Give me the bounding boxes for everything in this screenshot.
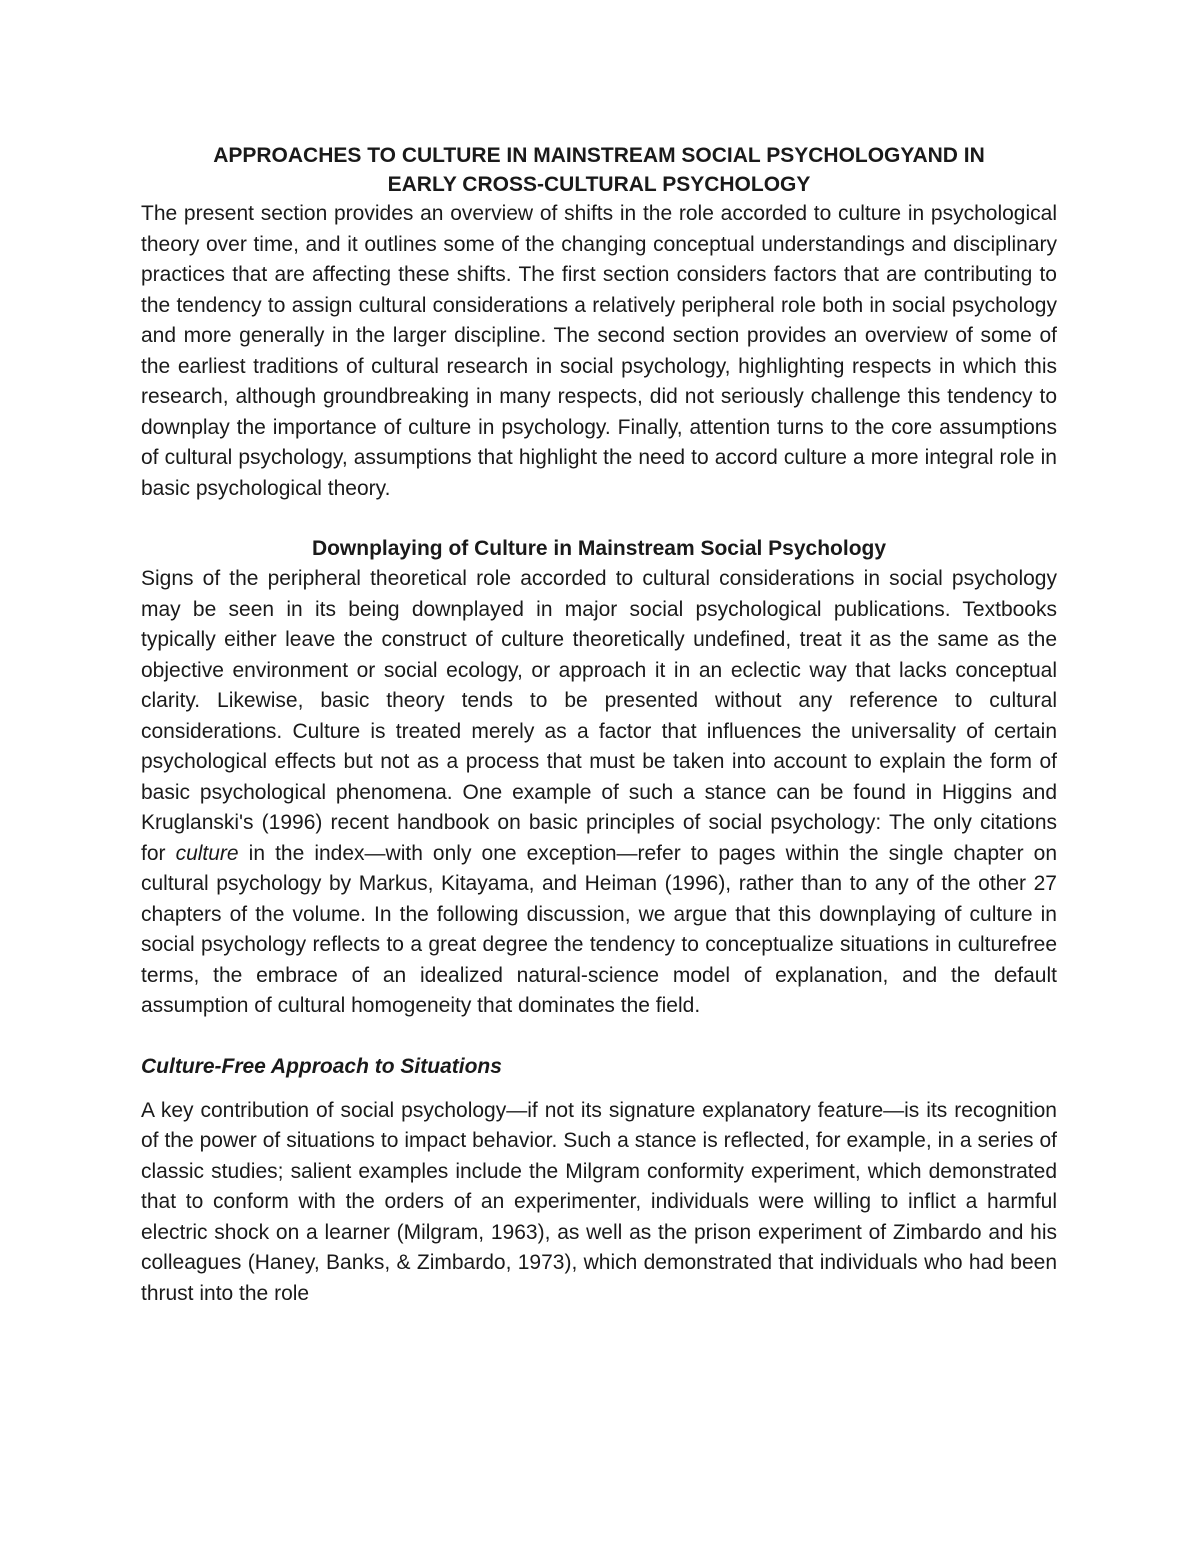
document-page (141, 141, 1057, 1309)
section-heading-downplaying-culture: Downplaying of Culture in Mainstream Social Psychology (311, 537, 887, 560)
downplaying-culture-text-part-2: in the index—with only one exception—refer to pages within the single chapter on cultural psychology by Markus, Kitayama, and Heiman (1996), rather than to any of the other 27 chapters of the volume. In the following discussion, we argue that this downplaying of culture in social psychology reflects to a great degree the tendency to conceptualize situations in culturefree terms, the embrace of an idealized natural-science model of explanation, and the default assumption of cultural homogeneity that dominates the field. (141, 841, 1057, 1017)
downplaying-culture-paragraph (141, 564, 1057, 1022)
document-title-line-1: APPROACHES TO CULTURE IN MAINSTREAM SOCIAL PSYCHOLOGYAND IN (213, 144, 985, 167)
document-title (141, 141, 1057, 199)
subsection-heading-culture-free-approach: Culture-Free Approach to Situations (141, 1054, 502, 1078)
document-title-line-2: EARLY CROSS-CULTURAL PSYCHOLOGY (387, 173, 811, 196)
culture-free-approach-paragraph: A key contribution of social psychology—if not its signature explanatory feature—is its recognition of the power of situations to impact behavior. Such a stance is reflected, for example, in a series of classic studies; salient examples include the Milgram conformity experiment, which demonstrated that to conform with the orders of an experimenter, individuals were willing to inflict a harmful electric shock on a learner (Milgram, 1963), as well as the prison experiment of Zimbardo and his colleagues (Haney, Banks, & Zimbardo, 1973), which demonstrated that individuals who had been thrust into the role (141, 1098, 1057, 1305)
downplaying-culture-text-part-1: Signs of the peripheral theoretical role accorded to cultural considerations in social psychology may be seen in its being downplayed in major social psychological publications. Textbooks typically either leave the construct of culture theoretically undefined, treat it as the same as the objective environment or social ecology, or approach it in an eclectic way that lacks conceptual clarity. Likewise, basic theory tends to be presented without any reference to cultural considerations. Culture is treated merely as a factor that influences the universality of certain psychological effects but not as a process that must be taken into account to explain the form of basic psychological phenomena. One example of such a stance can be found in Higgins and Kruglanski's (1996) recent handbook on basic principles of social psychology: The only citations for (141, 567, 1057, 865)
culture-italic-term: culture (175, 841, 239, 865)
intro-paragraph: The present section provides an overview of shifts in the role accorded to culture in psychological theory over time, and it outlines some of the changing conceptual understandings and disciplinary practices that are affecting these shifts. The first section considers factors that are contributing to the tendency to assign cultural considerations a relatively peripheral role both in social psychology and more generally in the larger discipline. The second section provides an overview of some of the earliest traditions of cultural research in social psychology, highlighting respects in which this research, although groundbreaking in many respects, did not seriously challenge this tendency to downplay the importance of culture in psychology. Finally, attention turns to the core assumptions of cultural psychology, assumptions that highlight the need to accord culture a more integral role in basic psychological theory. (141, 202, 1057, 500)
